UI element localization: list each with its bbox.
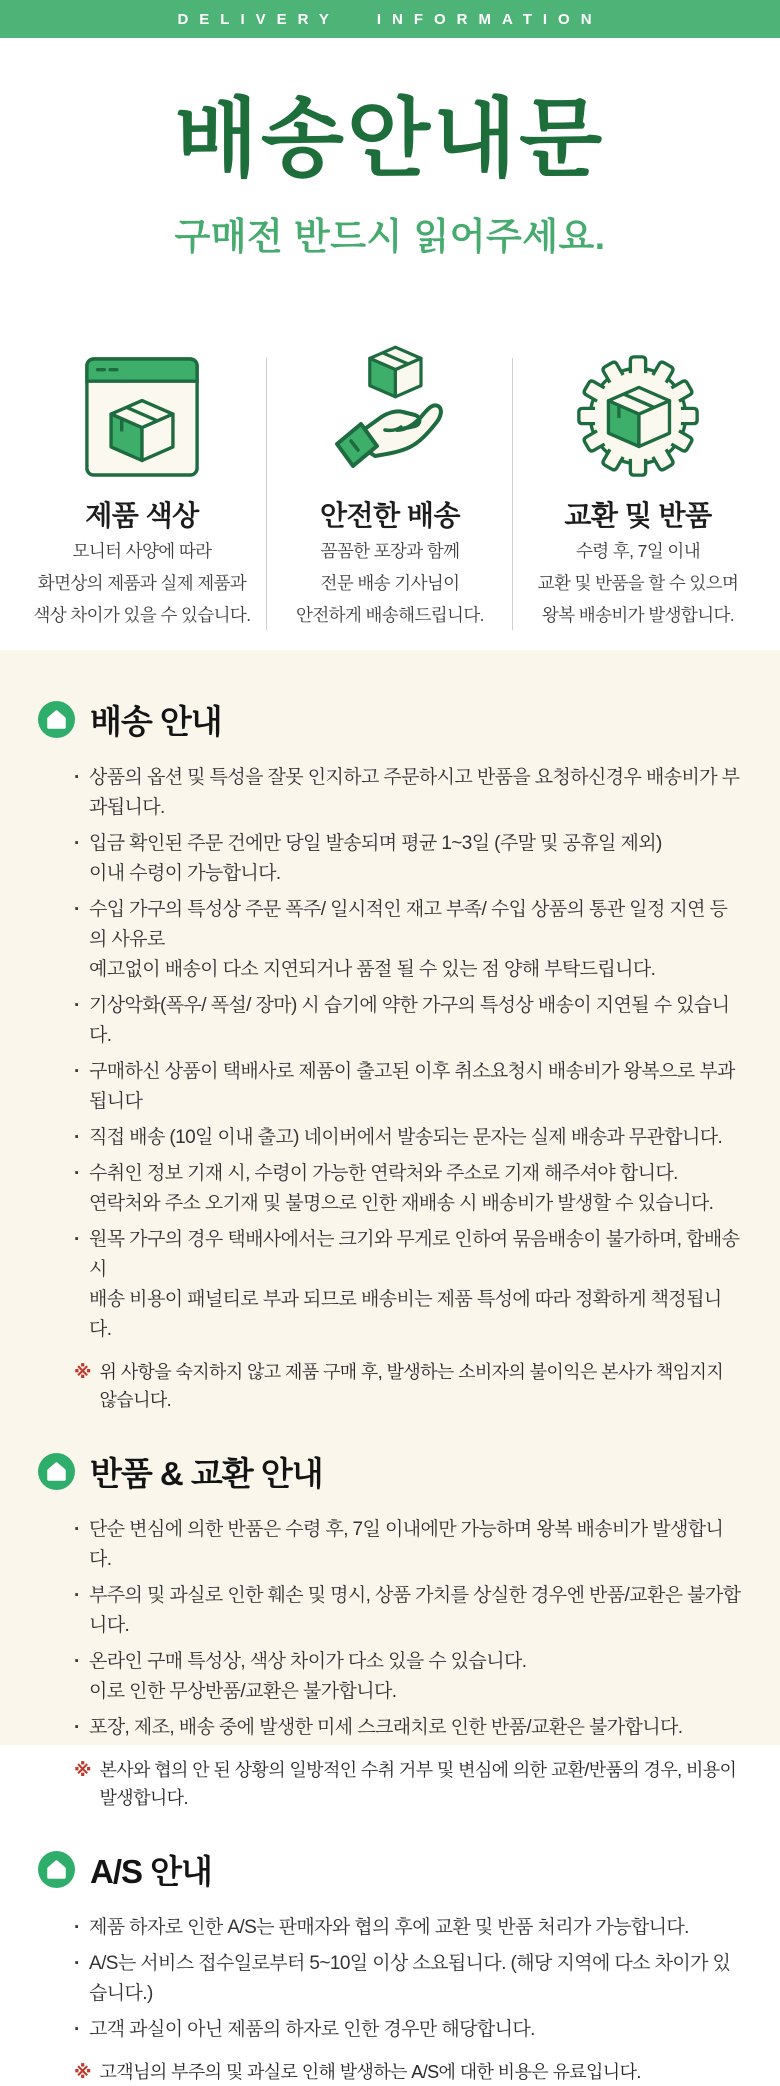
section-title: A/S 안내 xyxy=(90,1853,212,1890)
hero xyxy=(0,91,780,260)
note-text: 본사와 협의 안 된 상황의 일방적인 수취 거부 및 변심에 의한 교환/반품의 경우, 비용이 발생합니다. xyxy=(99,1760,737,1808)
section-header xyxy=(38,696,742,743)
feature-title: 제품 색상 xyxy=(85,500,199,532)
section-shipping-guide xyxy=(38,696,742,1414)
bullet-list xyxy=(74,1515,742,1743)
bullet-text: 고객 과실이 아닌 제품의 하자로 인한 경우만 해당합니다. xyxy=(89,2019,535,2040)
section-note xyxy=(74,1756,742,1812)
bullet-text: 구매하신 상품이 택배사로 제품이 출고된 이후 취소요청시 배송비가 왕복으로 부과됩니다 xyxy=(89,1061,735,1112)
home-badge-icon xyxy=(38,701,75,738)
feature-product-color xyxy=(18,310,266,630)
section-title: 반품 & 교환 안내 xyxy=(90,1455,323,1492)
list-item xyxy=(74,1949,742,2009)
feature-exchange-return xyxy=(514,310,762,630)
feature-line: 수령 후, 7일 이내 xyxy=(575,541,700,562)
bullet-marker: · xyxy=(74,1163,81,1184)
section-header xyxy=(38,1448,742,1495)
bullet-marker: · xyxy=(74,995,81,1016)
bullet-marker: · xyxy=(74,767,81,788)
browser-box-icon xyxy=(18,310,266,478)
feature-line: 색상 차이가 있을 수 있습니다. xyxy=(33,605,251,626)
note-text: 위 사항을 숙지하지 않고 제품 구매 후, 발생하는 소비자의 불이익은 본사가 책임지지 않습니다. xyxy=(99,1362,724,1410)
note-text: 고객님의 부주의 및 과실로 인해 발생하는 A/S에 대한 비용은 유료입니다. xyxy=(99,2062,641,2082)
banner-text: DELIVERY INFORMATION xyxy=(177,10,603,28)
page-subtitle: 구매전 반드시 읽어주세요. xyxy=(174,216,606,258)
bullet-text: 포장, 제조, 배송 중에 발생한 미세 스크래치로 인한 반품/교환은 불가합니다. xyxy=(89,1717,683,1738)
bullet-text: 예고없이 배송이 다소 지연되거나 품절 될 수 있는 점 양해 부탁드립니다. xyxy=(89,959,656,980)
list-item xyxy=(74,829,742,889)
feature-title: 교환 및 반품 xyxy=(564,500,712,532)
bullet-marker: · xyxy=(74,1519,81,1540)
top-banner xyxy=(0,0,780,38)
bullet-text: 연락처와 주소 오기재 및 불명으로 인한 재배송 시 배송비가 발생할 수 있습니다. xyxy=(89,1193,714,1214)
feature-line: 꼼꼼한 포장과 함께 xyxy=(320,541,460,562)
bullet-marker: · xyxy=(74,1061,81,1082)
section-as-guide xyxy=(38,1846,742,2086)
bullet-text: 입금 확인된 주문 건에만 당일 발송되며 평균 1~3일 (주말 및 공휴일 제외) xyxy=(89,833,662,854)
bullet-text: 이내 수령이 가능합니다. xyxy=(89,863,281,884)
asterisk-icon: ※ xyxy=(74,1760,92,1780)
list-item xyxy=(74,2015,742,2045)
feature-title: 안전한 배송 xyxy=(319,500,461,532)
bullet-text: 상품의 옵션 및 특성을 잘못 인지하고 주문하시고 반품을 요청하신경우 배송비가 부과됩니다. xyxy=(89,767,740,818)
bullet-text: 단순 변심에 의한 반품은 수령 후, 7일 이내에만 가능하며 왕복 배송비가 발생합니다. xyxy=(89,1519,724,1570)
bullet-text: 이로 인한 무상반품/교환은 불가합니다. xyxy=(89,1681,397,1702)
page-title: 배송안내문 xyxy=(174,91,606,187)
bullet-marker: · xyxy=(74,1585,81,1606)
bullet-text: 원목 가구의 경우 택배사에서는 크기와 무게로 인하여 묶음배송이 불가하며, 합배송 시 xyxy=(89,1229,740,1280)
asterisk-icon: ※ xyxy=(74,2062,92,2082)
feature-line: 왕복 배송비가 발생합니다. xyxy=(541,605,735,626)
bullet-text: A/S는 서비스 접수일로부터 5~10일 이상 소요됩니다. (해당 지역에 다소 차이가 있습니다.) xyxy=(89,1953,731,2004)
bullet-marker: · xyxy=(74,1229,81,1250)
list-item xyxy=(74,991,742,1051)
bullet-list xyxy=(74,1913,742,2045)
feature-line: 교환 및 반품을 할 수 있으며 xyxy=(537,573,739,594)
bullet-text: 부주의 및 과실로 인한 훼손 및 명시, 상품 가치를 상실한 경우엔 반품/교환은 불가합니다. xyxy=(89,1585,741,1636)
bullet-text: 수취인 정보 기재 시, 수령이 가능한 연락처와 주소로 기재 해주셔야 합니다. xyxy=(89,1163,678,1184)
bullet-text: 제품 하자로 인한 A/S는 판매자와 협의 후에 교환 및 반품 처리가 가능합니다. xyxy=(89,1917,689,1938)
column-divider xyxy=(266,358,267,630)
feature-row xyxy=(0,310,780,630)
gear-box-icon xyxy=(514,310,762,478)
bullet-text: 온라인 구매 특성상, 색상 차이가 다소 있을 수 있습니다. xyxy=(89,1651,527,1672)
bullet-text: 배송 비용이 패널티로 부과 되므로 배송비는 제품 특성에 따라 정확하게 책정됩니다. xyxy=(89,1289,722,1340)
info-content xyxy=(0,650,780,2082)
bullet-text: 기상악화(폭우/ 폭설/ 장마) 시 습기에 약한 가구의 특성상 배송이 지연될 수 있습니다. xyxy=(89,995,730,1046)
home-badge-icon xyxy=(38,1851,75,1888)
list-item xyxy=(74,1057,742,1117)
column-divider xyxy=(512,358,513,630)
section-title: 배송 안내 xyxy=(90,703,222,740)
section-note xyxy=(74,2058,742,2086)
list-item xyxy=(74,1581,742,1641)
list-item xyxy=(74,1713,742,1743)
bullet-list xyxy=(74,763,742,1345)
bullet-marker: · xyxy=(74,1127,81,1148)
list-item xyxy=(74,763,742,823)
list-item xyxy=(74,1225,742,1345)
feature-line: 전문 배송 기사님이 xyxy=(320,573,460,594)
bullet-text: 수입 가구의 특성상 주문 폭주/ 일시적인 재고 부족/ 수입 상품의 통관 일정 지연 등의 사유로 xyxy=(89,899,728,950)
bullet-marker: · xyxy=(74,2019,81,2040)
list-item xyxy=(74,1123,742,1153)
section-note xyxy=(74,1358,742,1414)
list-item xyxy=(74,1913,742,1943)
list-item xyxy=(74,1647,742,1707)
list-item xyxy=(74,895,742,985)
feature-safe-delivery xyxy=(266,310,514,630)
bullet-marker: · xyxy=(74,833,81,854)
home-badge-icon xyxy=(38,1453,75,1490)
feature-line: 화면상의 제품과 실제 제품과 xyxy=(37,573,247,594)
bullet-marker: · xyxy=(74,1651,81,1672)
list-item xyxy=(74,1159,742,1219)
list-item xyxy=(74,1515,742,1575)
hand-box-icon xyxy=(266,310,514,478)
section-header xyxy=(38,1846,742,1893)
bullet-marker: · xyxy=(74,1953,81,1974)
bullet-marker: · xyxy=(74,1917,81,1938)
feature-line: 안전하게 배송해드립니다. xyxy=(296,605,484,626)
bullet-marker: · xyxy=(74,1717,81,1738)
bullet-marker: · xyxy=(74,899,81,920)
bullet-text: 직접 배송 (10일 이내 출고) 네이버에서 발송되는 문자는 실제 배송과 무관합니다. xyxy=(89,1127,723,1148)
section-return-exchange xyxy=(38,1448,742,1812)
feature-line: 모니터 사양에 따라 xyxy=(72,541,212,562)
asterisk-icon: ※ xyxy=(74,1362,92,1382)
